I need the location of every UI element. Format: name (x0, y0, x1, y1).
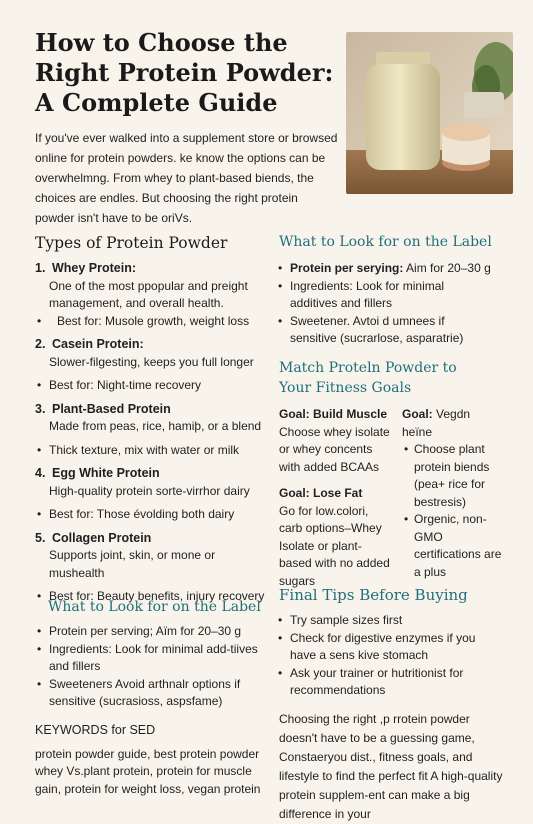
list-item: • Sweeteners Avoid arthnalr options if sensitive (sucrasioss, aspsfame) (35, 676, 267, 711)
final-tips-list (276, 612, 501, 700)
goal-lose-fat (279, 485, 391, 590)
list-item: • Protein per serving; Aïm for 20–30 g (35, 623, 267, 641)
list-item: • Ingredients: Look for minimal add-tiives and fillers (35, 641, 267, 676)
list-item: • Check for digestive enzymes if you have a sens kive stomach (276, 630, 501, 665)
type-best-for: • Best for: Beauty benefits, injury recovery (35, 588, 267, 606)
keywords-section (35, 722, 267, 798)
label-left-heading: What to Look for on the Label (48, 599, 261, 615)
goal-title: Goal: Lose Fat (279, 486, 363, 500)
label-left-list (35, 623, 267, 711)
type-best-for: • Best for: Those évolding both dairy (35, 506, 267, 524)
type-item-collagen: 5. Collagen Protein Supports joint, skin, or mone or mushealth • Best for: Beauty benefits, injury recovery (35, 530, 267, 606)
goal-title: Goal: Vegdn heïne (402, 407, 471, 439)
type-description: High-quality protein sorte-virrhor dairy (49, 483, 250, 498)
goal-title: Goal: Build Muscle (279, 407, 388, 421)
intro-paragraph: If you've ever walked into a supplement store or browsed online for protein powders. ke know the options can be overwhelmng. From whey to plant-based biends, the choices are endles. But choosing the right protein powder isn't have to be oriVs. (35, 131, 338, 225)
type-item-egg: 4. Egg White Protein High-quality protein sorte-virrhor dairy • Best for: Those évolding both dairy (35, 465, 267, 524)
list-item: • Protein per serying: Aim for 20–30 g (276, 260, 491, 278)
label-right-heading: What to Look for on the Label (279, 234, 492, 250)
goal-vegan (402, 406, 502, 581)
list-item: • Sweetener. Avtoi d umnees if sensitive (sucrarlose, asparatrie) (276, 313, 491, 348)
type-description: One of the most ppopular and preight management, and overall health. (49, 278, 248, 310)
type-best-for: • Thick texture, mix with water or milk (35, 442, 267, 460)
type-item-casein: 2. Casein Protein: Slower-filgesting, keeps you full longer • Best for: Night-time recovery (35, 336, 267, 395)
type-description: Slower-filgesting, keeps you full longer (49, 354, 254, 369)
label-right-list (276, 260, 491, 348)
closing-paragraph: Choosing the right ,p rrotein powder doesn't have to be a guessing game, Constaeryou dist., fitness goals, and lifestyle to find the perfect fit A high-quality protein supplem-ent can make a big difference in your (279, 712, 503, 821)
list-item: • Ingredients: Look for minimal additives and fillers (276, 278, 491, 313)
type-description: Made from peas, rice, hamiþ, or a blend (49, 419, 262, 433)
type-item-whey: 1. Whey Protein: One of the most ppopular and preight management, and overall health. • Best for: Musole growth, weight loss (35, 260, 267, 330)
types-heading: Types of Protein Powder (35, 234, 228, 252)
goal-text: Choose whey isolate or whey concents with added BCAAs (279, 424, 390, 474)
list-item: • Try sample sizes first (276, 612, 501, 630)
keywords-heading: KEYWORDS for SED (35, 723, 156, 737)
goal-text: Go for low.colori, carb options–Whey Isolate or plant-based with no added sugars (279, 503, 390, 588)
list-item: • Ask your trainer or hutritionist for recommendations (276, 665, 501, 700)
goal-build-muscle (279, 406, 397, 476)
final-tips-heading: Final Tips Before Buying (279, 586, 468, 604)
list-item: • Orgenic, non-GMO certifications are a plus (402, 511, 502, 581)
article-title: How to Choose the Right Protein Powder: A Complete Guide (35, 28, 334, 117)
protein-jar-illustration (346, 32, 513, 194)
list-item: • Choose plant protein biends (pea+ rice for bestresis) (402, 441, 502, 511)
type-description: Supports joint, skin, or mone or mushealth (49, 548, 216, 580)
type-item-plant: 3. Plant-Based Protein Made from peas, rice, hamiþ, or a blend • Thick texture, mix with water or milk (35, 401, 267, 460)
product-photo (346, 32, 513, 194)
type-best-for: • Best for: Musole growth, weight loss (35, 313, 267, 331)
types-list (35, 260, 267, 606)
match-heading: Match Proteln Powder to Your Fitness Goals (279, 360, 457, 396)
type-best-for: • Best for: Night-time recovery (35, 377, 267, 395)
keywords-text: protein powder guide, best protein powder whey Vs.plant protein, protein for muscle gain, protein for weight loss, vegan protein (35, 746, 261, 796)
